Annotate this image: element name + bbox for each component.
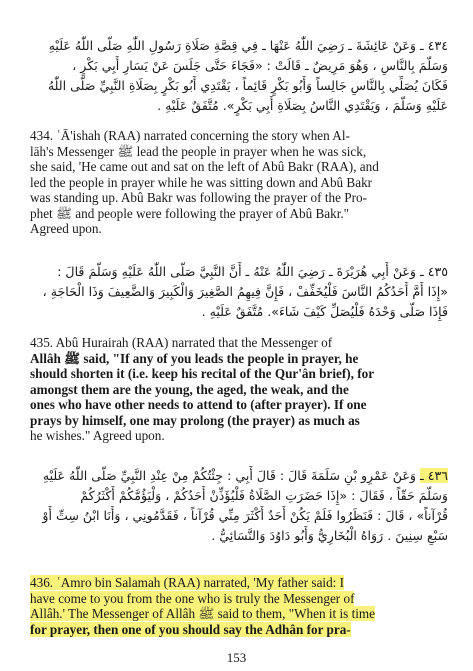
arabic-line: ٤٣٥ ـ وَعَنْ أَبِي هُرَيْرَةَ ـ رَضِيَ اللّٰهُ عَنْهُ ـ أَنَّ النَّبِيَّ صَلَّى اللّٰهُ عَلَيْهِ وَسَلَّمَ قَالَ : <box>57 264 448 279</box>
arabic-line: فَإِذَا صَلَّى وَحْدَهُ فَلْيُصَلِّ كَيْفَ شَاءَ». مُتَّفَقٌ عَلَيْهِ . <box>201 304 448 319</box>
english-line: 435. Abû Hurairah (RAA) narrated that the Messenger of <box>30 335 333 350</box>
arabic-line: سَبْعِ سِنِينَ . رَوَاهُ الْبُخَارِيُّ وَأَبُو دَاوُدَ وَالنَّسَائِيُّ . <box>211 528 448 543</box>
arabic-line <box>30 466 448 486</box>
arabic-line: قُرْآناً» ، قَالَ : فَنَظَرُوا فَلَمْ يَكُنْ أَحَدٌ أَكْثَرَ مِنِّي قُرْآناً ، فَقَدَّمُونِي ، وَأَنَا ابْنُ سِتِّ أَوْ <box>42 508 448 523</box>
arabic-line: وَسَلَّمَ حَقّاً ، فَقَالَ : «إِذَا حَضَرَتِ الصَّلَاةُ فَلْيُؤَذِّنْ أَحَدُكُمْ ، وَلْيَؤُمَّكُمْ أَكْثَرُكُمْ <box>80 488 448 503</box>
arabic-line: فَكَانَ يُصَلِّي بِالنَّاسِ جَالِساً وَأَبُو بَكْرٍ قَائِماً ، يَقْتَدِي أَبُو بَكْرٍ بِصَلَاةِ النَّبِيِّ صَلَّى اللّٰهُ <box>47 78 448 93</box>
hadith-435-english <box>30 335 448 444</box>
highlighted-text: have come to you from the one who is truly the Messenger of <box>30 590 355 606</box>
english-line: led the people in prayer while he was sitting down and Abû Bakr <box>30 174 373 190</box>
english-line: was standing up. Abû Bakr was following the prayer of the Pro- <box>30 190 367 205</box>
english-line <box>30 622 448 638</box>
english-line: lāh's Messenger ﷺ lead the people in prayer when he was sick, <box>30 143 367 159</box>
english-line: 434. ʿĀ'ishah (RAA) narrated concerning the story when Al- <box>30 128 350 143</box>
english-line: he wishes." Agreed upon. <box>30 428 165 443</box>
english-line <box>30 575 448 591</box>
english-line: phet ﷺ and people were following the prayer of Abû Bakr." <box>30 205 350 221</box>
english-line: Agreed upon. <box>30 221 102 236</box>
english-line: ones who have other needs to attend to (after prayer). If one <box>30 397 367 412</box>
english-line: Allâh ﷺ said, "If any of you leads the people in prayer, he <box>30 350 359 366</box>
hadith-436-number-highlight: ٤٣٦ ـ <box>420 468 448 483</box>
highlighted-text: 436. ʿAmro bin Salamah (RAA) narrated, 'My father said: I <box>30 575 345 590</box>
arabic-line: «إِذَا أَمَّ أَحَدُكُمُ النَّاسَ فَلْيُخَفِّفْ ، فَإِنَّ فِيهِمُ الصَّغِيرَ وَالْكَبِيرَ وَالضَّعِيفَ وَذَا الْحَاجَةِ ، <box>42 284 448 299</box>
english-line: prays by himself, one may prolong (the prayer) as much as <box>30 412 360 428</box>
arabic-line: عَلَيْهِ وَسَلَّمَ ، وَيَقْتَدِي النَّاسُ بِصَلَاةِ أَبِي بَكْرٍ». مُتَّفَقٌ عَلَيْهِ . <box>157 98 448 113</box>
page-number: 153 <box>226 650 247 665</box>
highlighted-text: Allâh.' The Messenger of Allâh ﷺ said to them, "When it is time <box>30 606 376 621</box>
arabic-line: وَسَلَّمَ بِالنَّاسِ ، وَهُوَ مَرِيضٌ ـ قَالَتْ : «فَجَاءَ حَتَّى جَلَسَ عَنْ يَسَارِ أَبِي بَكْرٍ ، <box>72 58 448 73</box>
hadith-436-arabic <box>30 466 448 546</box>
english-line: amongst them are the young, the aged, the weak, and the <box>30 381 349 397</box>
highlighted-text: for prayer, then one of you should say the Adhân for pra- <box>30 621 351 637</box>
english-line <box>30 606 448 622</box>
arabic-line: ٤٣٤ ـ وَعَنْ عَائِشَةَ ـ رَضِيَ اللّٰهُ عَنْهَا ـ فِي قِصَّةِ صَلَاةِ رَسُولِ اللّٰهِ صَلَّى اللّٰهُ عَلَيْهِ <box>48 38 448 53</box>
english-line: she said, 'He came out and sat on the left of Abû Bakr (RAA), and <box>30 159 379 174</box>
english-line: should shorten it (i.e. keep his recital of the Qur'ân brief), for <box>30 366 375 381</box>
arabic-line-text: وَعَنْ عَمْرِو بْنِ سَلَمَةَ قَالَ : قَالَ أَبِي : جِئْتُكُمْ مِنْ عِنْدِ النَّبِيِّ صَلَّى اللّٰهُ عَلَيْهِ <box>42 468 416 483</box>
hadith-435-arabic <box>30 262 448 322</box>
english-line <box>30 591 448 607</box>
hadith-436-english <box>30 575 448 637</box>
hadith-434-arabic <box>30 36 448 116</box>
hadith-434-english <box>30 128 448 237</box>
